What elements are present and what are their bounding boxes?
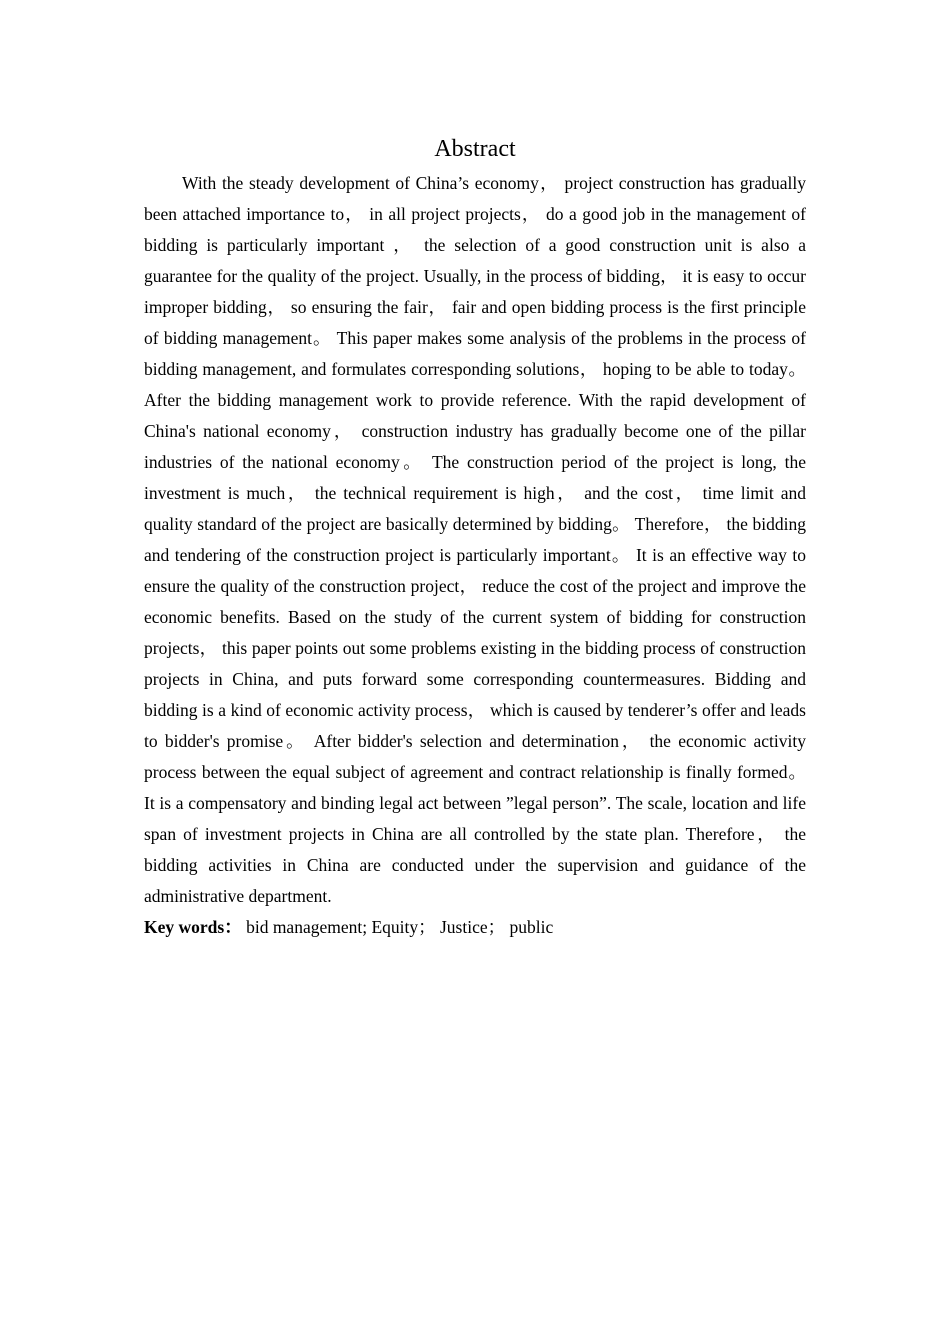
- keywords-line: [144, 912, 806, 943]
- abstract-page: [144, 132, 806, 943]
- abstract-body: With the steady development of China’s economy， project construction has gradually been attached importance to， in all project projects， do a good job in the management of bidding is particularly important ， the selection of a good construction unit is also a guarantee for the quality of the project. Usually, in the process of bidding， it is easy to occur improper bidding， so ensuring the fair， fair and open bidding process is the first principle of bidding management。 This paper makes some analysis of the problems in the process of bidding management, and formulates corresponding solutions， hoping to be able to today。 After the bidding management work to provide reference. With the rapid development of China's national economy， construction industry has gradually become one of the pillar industries of the national economy。 The construction period of the project is long, the investment is much， the technical requirement is high， and the cost， time limit and quality standard of the project are basically determined by bidding。 Therefore， the bidding and tendering of the construction project is particularly important。 It is an effective way to ensure the quality of the construction project， reduce the cost of the project and improve the economic benefits. Based on the study of the current system of bidding for construction projects， this paper points out some problems existing in the bidding process of construction projects in China, and puts forward some corresponding countermeasures. Bidding and bidding is a kind of economic activity process， which is caused by tenderer’s offer and leads to bidder's promise。 After bidder's selection and determination， the economic activity process between the equal subject of agreement and contract relationship is finally formed。 It is a compensatory and binding legal act between ”legal person”. The scale, location and life span of investment projects in China are all controlled by the state plan. Therefore， the bidding activities in China are conducted under the supervision and guidance of the administrative department.: [144, 173, 806, 906]
- keywords-text: bid management; Equity； Justice； public: [241, 917, 554, 937]
- keywords-label: Key words：: [144, 917, 242, 937]
- abstract-title: Abstract: [434, 136, 516, 162]
